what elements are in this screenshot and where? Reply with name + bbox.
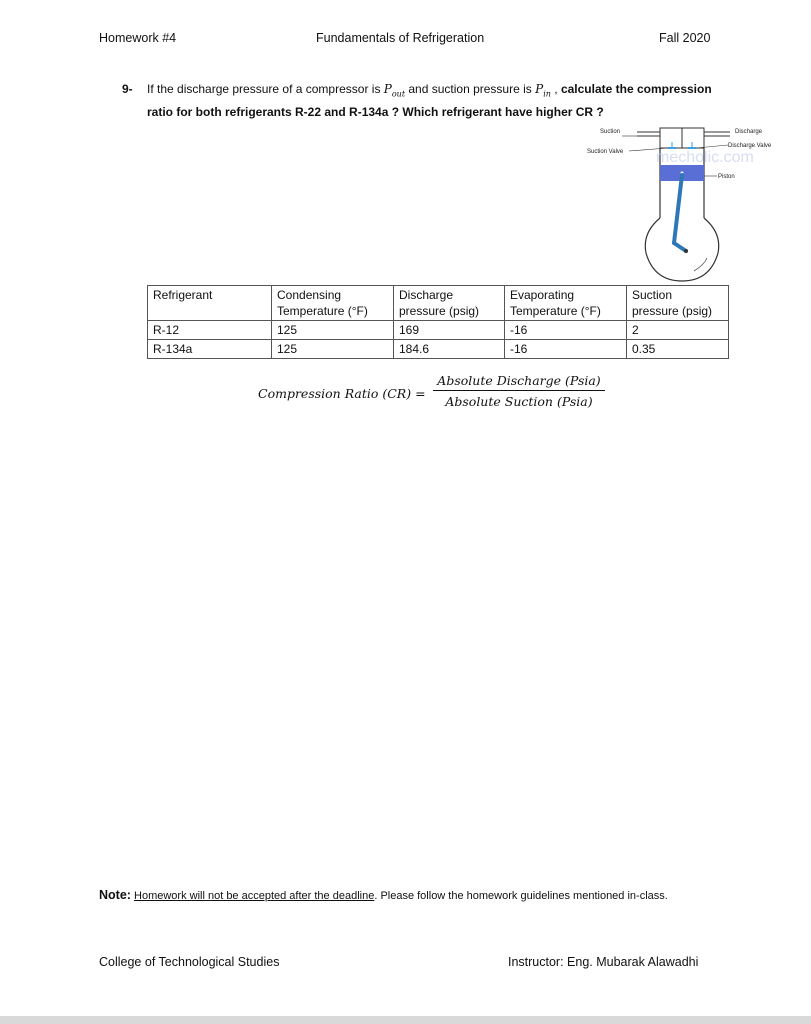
header-evaporating-temperature <box>505 286 627 321</box>
variable-p-out-base: P <box>383 82 392 96</box>
diagram-watermark: mecholic.com <box>656 149 754 166</box>
cell-refrigerant: R-134a <box>148 340 272 359</box>
footer-college: College of Technological Studies <box>99 955 280 969</box>
label-suction: Suction <box>600 129 621 135</box>
page-header <box>0 31 811 51</box>
connecting-rod <box>674 175 682 243</box>
header-discharge-line1: Discharge <box>399 288 454 302</box>
header-semester: Fall 2020 <box>659 31 711 45</box>
question-text-part-3: , <box>550 82 561 96</box>
variable-p-out <box>383 82 406 99</box>
note-guidelines: . Please follow the homework guidelines mentioned in-class. <box>374 890 668 902</box>
variable-p-in <box>535 82 551 99</box>
table-row <box>148 340 729 359</box>
header-condensing-line1: Condensing <box>277 288 342 302</box>
header-suction-line2: pressure (psig) <box>632 304 713 318</box>
cell-condensing-temperature: 125 <box>272 321 394 340</box>
compressor-diagram <box>582 123 797 288</box>
note-deadline-warning: Homework will not be accepted after the deadline <box>134 890 375 902</box>
header-discharge-line2: pressure (psig) <box>399 304 480 318</box>
label-discharge: Discharge <box>735 129 763 135</box>
label-suction-valve: Suction Valve <box>587 149 624 155</box>
cell-evaporating-temperature: -16 <box>505 321 627 340</box>
formula-fraction <box>433 373 605 409</box>
cell-discharge-pressure: 184.6 <box>394 340 505 359</box>
formula-denominator: Absolute Suction (Psia) <box>445 394 593 409</box>
formula-lhs: Compression Ratio (CR) = <box>258 386 426 401</box>
cell-refrigerant: R-12 <box>148 321 272 340</box>
cell-suction-pressure: 2 <box>627 321 729 340</box>
header-condensing-line2: Temperature (°F) <box>277 304 368 318</box>
question-text-part-1: If the discharge pressure of a compressor is <box>147 82 384 96</box>
fraction-bar <box>433 390 605 391</box>
variable-p-in-base: P <box>535 82 544 96</box>
label-discharge-valve-leader <box>696 145 728 148</box>
header-discharge-pressure <box>394 286 505 321</box>
question-text-part-2: and suction pressure is <box>405 82 536 96</box>
header-condensing-temperature <box>272 286 394 321</box>
header-course-title: Fundamentals of Refrigeration <box>316 31 485 45</box>
variable-p-out-sub: out <box>391 89 406 99</box>
header-refrigerant <box>148 286 272 321</box>
header-evaporating-line2: Temperature (°F) <box>510 304 601 318</box>
cell-suction-pressure: 0.35 <box>627 340 729 359</box>
header-suction-pressure <box>627 286 729 321</box>
question-text <box>147 80 737 122</box>
question-number: 9- <box>122 82 133 96</box>
variable-p-in-sub: in <box>543 89 551 99</box>
table-header-row <box>148 286 729 321</box>
formula-numerator: Absolute Discharge (Psia) <box>437 373 601 388</box>
crank-arm <box>674 243 686 251</box>
table-row <box>148 321 729 340</box>
cell-condensing-temperature: 125 <box>272 340 394 359</box>
header-homework-number: Homework #4 <box>99 31 177 45</box>
header-evaporating-line1: Evaporating <box>510 288 575 302</box>
header-refrigerant-text: Refrigerant <box>153 288 213 302</box>
crankshaft-center <box>684 249 688 253</box>
cell-evaporating-temperature: -16 <box>505 340 627 359</box>
page-bottom-edge <box>0 1016 811 1024</box>
note-label: Note: <box>99 888 131 902</box>
rotation-arrow <box>694 258 707 271</box>
question-bold-text: calculate the compression ratio for both refrigerants R-22 and R-134a ? Which refrigerant have higher CR ? <box>147 82 712 120</box>
footer-instructor: Instructor: Eng. Mubarak Alawadhi <box>508 955 699 969</box>
label-piston: Piston <box>718 174 735 180</box>
header-suction-line1: Suction <box>632 288 673 302</box>
label-discharge-valve: Discharge Valve <box>728 143 772 149</box>
refrigerant-table <box>147 285 729 359</box>
homework-note <box>99 886 719 905</box>
cell-discharge-pressure: 169 <box>394 321 505 340</box>
